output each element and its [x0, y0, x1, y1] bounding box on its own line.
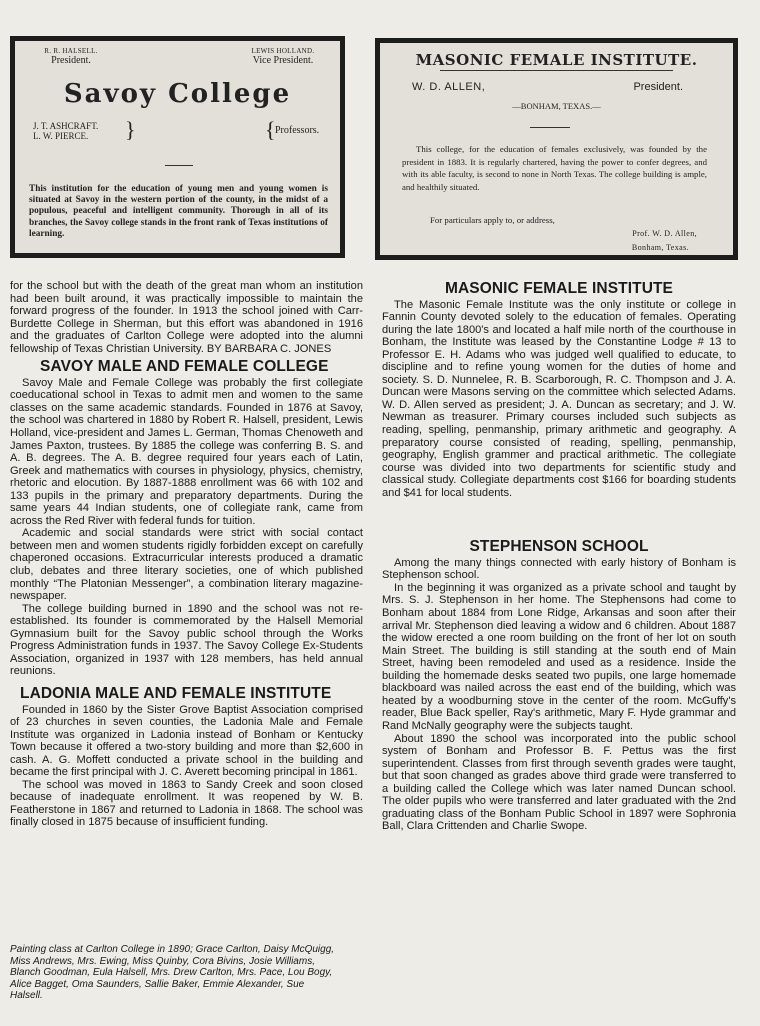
masonic-ad-location: —BONHAM, TEXAS.— [512, 101, 601, 111]
stephenson-paragraph-2: In the beginning it was organized as a private school and taught by Mrs. S. J. Stephenson in her home. The Stephensons had come to Bonham about 1884 from Lone Ridge, Arkansas and soon after their arrival Mr. Stephenson died leaving a widow and 6 children. About 1887 the widow erected a one room building on the front of her lot on south Main Street. The building is still standing at the south end of Main Street, having been remodeled and used as a residence. Inside the building the homemade desks seated two pupils, one large homemade blackboard was nailed across the east end of the building, which was heated by a woodburning stove in the center of the room. McGuffy's reader, Blue Back speller, Ray's arithmetic, Mary F. Hyde grammar and Rand McNally geography were the subjects taught. [382, 581, 736, 732]
masonic-paragraph-1: The Masonic Female Institute was the only institute or college in Fannin County devoted solely to the education of females. Operating during the late 1800's and located a half mile north of the courthouse in Bonham, the Institute was leased by the Constantine Lodge # 13 to Professor E. H. Adams who was judged well qualified to educate, to discipline and to refine young women for the duties of home and society. S. D. Nunnelee, R. B. Scarborough, R. C. Thompson and J. A. Duncan were Masons serving on the committee which selected Adams. W. D. Allen served as president; J. A. Duncan as secretary; and J. W. Newman as treasurer. Primary courses included such subjects as reading, spelling, penmanship, primary arithmetic and geography. A preparatory course consisted of reading, spelling, penmanship, geography, English grammer and practical arithmetic. The collegiate course was divided into two departments for scientific study and classical study. Collegiate departments cost $166 for boarding students and $41 for local students. [382, 298, 736, 499]
savoy-divider [165, 165, 193, 166]
left-column [10, 280, 363, 829]
ladonia-paragraph-2: The school was moved in 1863 to Sandy Creek and soon closed because of inadequate enrollment. It was reopened by W. B. Featherstone in 1867 and returned to Ladonia in 1868. The school was finally closed in 1875 because of insufficient funding. [10, 778, 363, 829]
masonic-institute-ad [375, 38, 738, 260]
masonic-ad-signature-name: Prof. W. D. Allen, [632, 229, 697, 238]
ladonia-heading: LADONIA MALE AND FEMALE INSTITUTE [20, 684, 332, 702]
right-column [382, 280, 736, 833]
masonic-heading: MASONIC FEMALE INSTITUTE [444, 280, 673, 297]
carlton-closing-paragraph: for the school but with the death of the great man whom an institution had been built around, it was practically impossible to maintain the forward progress of the founder. In 1913 the school joined with Carr-Burdette College in Sherman, but this effort was abandoned in 1916 and the graduates of Carlton College were adopted into the alumni fellowship of Texas Christian University. BY BARBARA C. JONES [10, 280, 363, 355]
masonic-ad-apply: For particulars apply to, or address, [430, 215, 555, 225]
masonic-ad-divider [530, 127, 570, 128]
savoy-professors-label: Professors. [275, 125, 320, 136]
savoy-president-name: R. R. HALSELL. [44, 47, 98, 55]
savoy-vp-title: Vice President. [252, 55, 314, 66]
savoy-heading: SAVOY MALE AND FEMALE COLLEGE [40, 358, 329, 376]
ladonia-paragraph-1: Founded in 1860 by the Sister Grove Baptist Association comprised of 23 churches in seven counties, the Ladonia Male and Female Institute was organized in Ladonia instead of Bonham or Kentucky Town because it offered a two-story building and more than $2,600 in cash. A. G. Moffett conducted a private school in the building and became the first principal with J. C. Averett becoming principal in 1861. [10, 703, 363, 779]
savoy-vp-name: LEWIS HOLLAND. [251, 47, 315, 55]
savoy-president-title: President. [51, 55, 91, 66]
savoy-professor-2: L. W. PIERCE. [33, 131, 89, 141]
savoy-paragraph-1: Savoy Male and Female College was probably the first collegiate coeducational school in Texas to admit men and women to the same classes on the same academic standards. Founded in 1876 at Savoy, the school was chartered in 1880 by Robert R. Halsell, president, Lewis Holland, vice-president and James L. German, Thomas Chenoweth and James Paxton, trustees. By 1885 the college was conferring B. S. and A. B. degrees. The A. B. degree required four years each of Latin, Greek and mathematics with courses in physiology, physics, chemistry, rhetoric and elocution. By 1887-1888 enrollment was 66 with 102 and 133 pupils in the primary and preparatory departments. During the same years 44 Indian students, one of collegiate rank, came from across the Red River with federal funds for tuition. [10, 376, 363, 527]
savoy-college-name: Savoy College [63, 79, 292, 109]
savoy-paragraph-3: The college building burned in 1890 and the school was not re-established. Its founder is commemorated by the Halsell Memorial Gymnasium built for the Savoy public school through the Works Progress Administration funds in 1937. The Savoy College Ex-Students Association, organized in 1937 with 128 members, has held annual reunions. [10, 602, 363, 678]
masonic-ad-title-rule [440, 70, 673, 71]
photo-caption: Painting class at Carlton College in 1890; Grace Carlton, Daisy McQuigg, Miss Andrews, Mrs. Ewing, Miss Quinby, Cora Bivins, Josie Williams, Blanch Goodman, Eula Halsell, Mrs. Drew Carlton, Mrs. Pace, Lou Bogy, Alice Bagget, Oma Saunders, Sallie Baker, Emmie Alexander, Sue Halsell. [10, 944, 335, 1001]
savoy-officers [31, 47, 328, 75]
savoy-paragraph-2: Academic and social standards were strict with social contact between men and women students rigidly forbidden except on carefully chaperoned occasions. Extracurricular interests produced a dramatic club, debates and three literary societies, one of which published monthly “The Platonian Messenger”, a combination literary magazine-newspaper. [10, 527, 363, 603]
masonic-ad-signature-place: Bonham, Texas. [631, 243, 689, 252]
masonic-ad-title: MASONIC FEMALE INSTITUTE. [415, 51, 698, 69]
savoy-professors: J. T. ASHCRAFT. L. W. PIERCE. } { Professors. [33, 121, 333, 151]
masonic-ad-body: This college, for the education of females exclusively, was founded by the president in 1883. It is regularly chartered, having the power to confer degrees, and with its able faculty, is second to none in North Texas. The college building is ample, and healthily situated. [402, 144, 707, 192]
masonic-ad-president-title: President. [633, 81, 683, 93]
savoy-professor-1: J. T. ASHCRAFT. [33, 121, 99, 131]
stephenson-paragraph-1: Among the many things connected with early history of Bonham is Stephenson school. [382, 556, 736, 582]
stephenson-heading: STEPHENSON SCHOOL [469, 538, 649, 556]
stephenson-paragraph-3: About 1890 the school was incorporated into the public school system of Bonham and Professor B. F. Pettus was the first superintendent. Classes from first through seventh grades were taught, but that soon changed as grades above third grade were transferred to a building called the College which was later named Duncan school. The older pupils who were transferred and later graduated with the 2nd graduating class of the Bonham Public School in 1897 were Sophronia Ball, Clara Crittenden and Charlie Swope. [382, 732, 736, 833]
savoy-ad-body: This institution for the education of young men and young women is situated at Savoy in the western portion of the county, in the midst of a populous, peaceful and intelligent community. Thorough in all of its branches, the Savoy college stands in the front rank of Texas institutions of learning. [29, 184, 328, 239]
masonic-ad-president-name: W. D. ALLEN, [412, 81, 486, 93]
savoy-college-ad [10, 36, 345, 258]
